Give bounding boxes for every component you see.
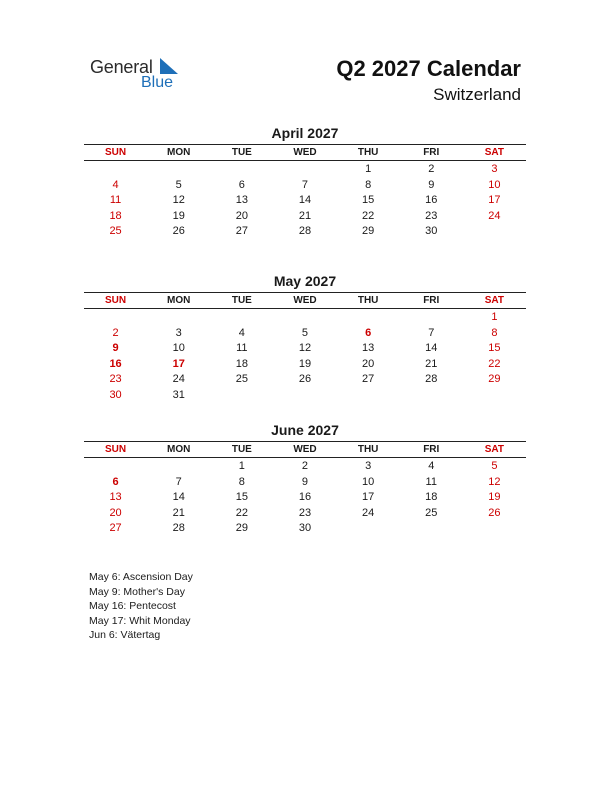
date-cell: 12 xyxy=(172,194,185,206)
date-cell: 16 xyxy=(298,491,312,503)
date-cell: 13 xyxy=(235,194,248,206)
date-cell: 10 xyxy=(362,475,375,488)
date-cell: 24 xyxy=(172,373,185,385)
date-cell: 10 xyxy=(172,342,185,354)
holiday-notes xyxy=(89,570,193,643)
weekday-label: THU xyxy=(357,147,379,158)
month-april xyxy=(84,125,526,245)
date-cell: 20 xyxy=(235,209,248,222)
date-cell: 1 xyxy=(238,460,245,472)
date-cell: 14 xyxy=(298,194,312,206)
date-cell: 28 xyxy=(425,373,438,385)
date-cell: 14 xyxy=(425,342,438,354)
date-cell: 12 xyxy=(298,342,312,354)
date-cell: 27 xyxy=(109,522,122,534)
weekday-label: TUE xyxy=(231,147,252,158)
date-cell: 25 xyxy=(109,225,122,237)
date-cell: 23 xyxy=(298,506,312,519)
date-cell: 20 xyxy=(109,506,122,519)
holiday-note: May 16: Pentecost xyxy=(89,600,176,613)
holiday-date-cell: 6 xyxy=(112,475,119,488)
date-cell: 15 xyxy=(235,491,248,503)
date-cell: 8 xyxy=(238,475,245,488)
date-cell: 17 xyxy=(362,491,375,503)
date-cell: 1 xyxy=(491,311,498,323)
weekday-label: WED xyxy=(293,295,317,306)
date-cell: 31 xyxy=(172,388,185,401)
date-cell: 21 xyxy=(425,357,438,370)
date-cell: 19 xyxy=(298,357,312,370)
date-cell: 8 xyxy=(365,178,372,191)
date-cell: 24 xyxy=(362,506,375,519)
holiday-note: May 9: Mother's Day xyxy=(89,585,185,598)
date-cell: 17 xyxy=(488,194,501,206)
holiday-note: May 17: Whit Monday xyxy=(89,614,191,627)
holiday-date-cell: 9 xyxy=(112,342,119,354)
weekday-label: MON xyxy=(167,444,191,455)
date-cell: 29 xyxy=(235,522,248,534)
date-cell: 5 xyxy=(301,326,309,339)
weekday-header-row xyxy=(84,292,526,309)
date-cell: 3 xyxy=(175,326,182,339)
date-cell: 19 xyxy=(488,491,501,503)
holiday-date-cell: 6 xyxy=(365,326,372,339)
date-cell: 18 xyxy=(235,357,248,370)
date-cell: 22 xyxy=(488,357,501,370)
date-cell: 21 xyxy=(298,209,312,222)
logo-word-general: General xyxy=(90,57,153,77)
date-cell: 29 xyxy=(488,373,501,385)
weekday-label: SAT xyxy=(484,444,505,455)
date-cell: 19 xyxy=(172,209,185,222)
date-cell: 22 xyxy=(362,209,375,222)
date-cell: 4 xyxy=(428,460,435,472)
month-title: June 2027 xyxy=(271,422,339,438)
date-cell: 3 xyxy=(365,460,372,472)
weekday-label: THU xyxy=(357,295,379,306)
date-cell: 12 xyxy=(488,475,501,488)
date-cell: 30 xyxy=(109,388,122,401)
date-cell: 26 xyxy=(488,506,501,519)
date-cell: 21 xyxy=(172,506,185,519)
weekday-header-row xyxy=(84,441,526,458)
date-cell: 2 xyxy=(301,460,309,472)
month-june xyxy=(84,422,526,542)
holiday-date-cell: 17 xyxy=(172,357,185,370)
date-cell: 15 xyxy=(488,342,501,354)
date-cell: 6 xyxy=(238,178,245,191)
weekday-label: MON xyxy=(167,147,191,158)
date-cell: 22 xyxy=(235,506,248,519)
weekday-label: WED xyxy=(293,147,317,158)
date-cell: 8 xyxy=(491,326,498,339)
weekday-label: TUE xyxy=(231,444,252,455)
date-cell: 30 xyxy=(425,225,438,237)
date-cell: 13 xyxy=(109,491,122,503)
date-cell: 4 xyxy=(112,178,119,191)
weekday-label: FRI xyxy=(423,444,440,455)
date-cell: 1 xyxy=(365,163,372,175)
date-cell: 5 xyxy=(175,178,182,191)
date-cell: 7 xyxy=(428,326,435,339)
date-cell: 28 xyxy=(172,522,185,534)
date-cell: 7 xyxy=(175,475,182,488)
holiday-note: May 6: Ascension Day xyxy=(89,571,193,583)
generalblue-logo xyxy=(90,57,190,97)
date-cell: 28 xyxy=(298,225,312,237)
country-subtitle: Switzerland xyxy=(433,85,521,104)
holiday-note: Jun 6: Vätertag xyxy=(89,629,161,642)
date-cell: 16 xyxy=(425,194,438,206)
date-cell: 9 xyxy=(428,178,435,191)
date-cell: 23 xyxy=(109,373,122,385)
date-cell: 29 xyxy=(362,225,375,237)
date-cell: 26 xyxy=(172,225,185,237)
date-cell: 3 xyxy=(491,163,498,175)
date-cell: 2 xyxy=(428,163,435,175)
weekday-label: WED xyxy=(293,444,317,455)
date-cell: 10 xyxy=(488,178,501,191)
weekday-label: TUE xyxy=(231,295,252,306)
date-cell: 13 xyxy=(362,342,375,354)
weekday-header-row xyxy=(84,144,526,161)
logo-triangle-icon xyxy=(160,58,178,74)
weekday-label: MON xyxy=(167,295,191,306)
month-title: May 2027 xyxy=(273,273,337,289)
date-cell: 27 xyxy=(362,373,375,385)
weekday-label: SAT xyxy=(484,147,505,158)
date-cell: 2 xyxy=(112,326,119,339)
date-cell: 26 xyxy=(298,373,312,385)
date-cell: 5 xyxy=(491,460,498,472)
weekday-label: SUN xyxy=(105,444,127,455)
page-title: Q2 2027 Calendar xyxy=(336,56,521,81)
date-cell: 11 xyxy=(236,342,248,354)
date-cell: 25 xyxy=(425,506,438,519)
weekday-label: THU xyxy=(357,444,379,455)
date-cell: 27 xyxy=(235,225,248,237)
date-cell: 30 xyxy=(298,522,312,534)
date-cell: 4 xyxy=(238,326,245,339)
date-cell: 9 xyxy=(301,475,309,488)
date-cell: 23 xyxy=(425,209,438,222)
weekday-label: FRI xyxy=(423,147,440,158)
month-may xyxy=(84,273,526,413)
date-cell: 25 xyxy=(235,373,248,385)
date-cell: 18 xyxy=(109,209,122,222)
logo-word-blue: Blue xyxy=(141,74,174,91)
date-cell: 11 xyxy=(425,475,437,488)
date-cell: 15 xyxy=(362,194,375,206)
weekday-label: SAT xyxy=(484,295,505,306)
weekday-label: FRI xyxy=(423,295,440,306)
weekday-label: SUN xyxy=(105,295,127,306)
date-cell: 11 xyxy=(109,194,122,206)
month-title: April 2027 xyxy=(271,125,339,141)
date-cell: 24 xyxy=(488,209,501,222)
date-cell: 18 xyxy=(425,491,438,503)
holiday-date-cell: 16 xyxy=(109,357,122,370)
weekday-label: SUN xyxy=(105,147,127,158)
date-cell: 20 xyxy=(362,357,375,370)
date-cell: 14 xyxy=(172,491,185,503)
date-cell: 7 xyxy=(301,178,309,191)
